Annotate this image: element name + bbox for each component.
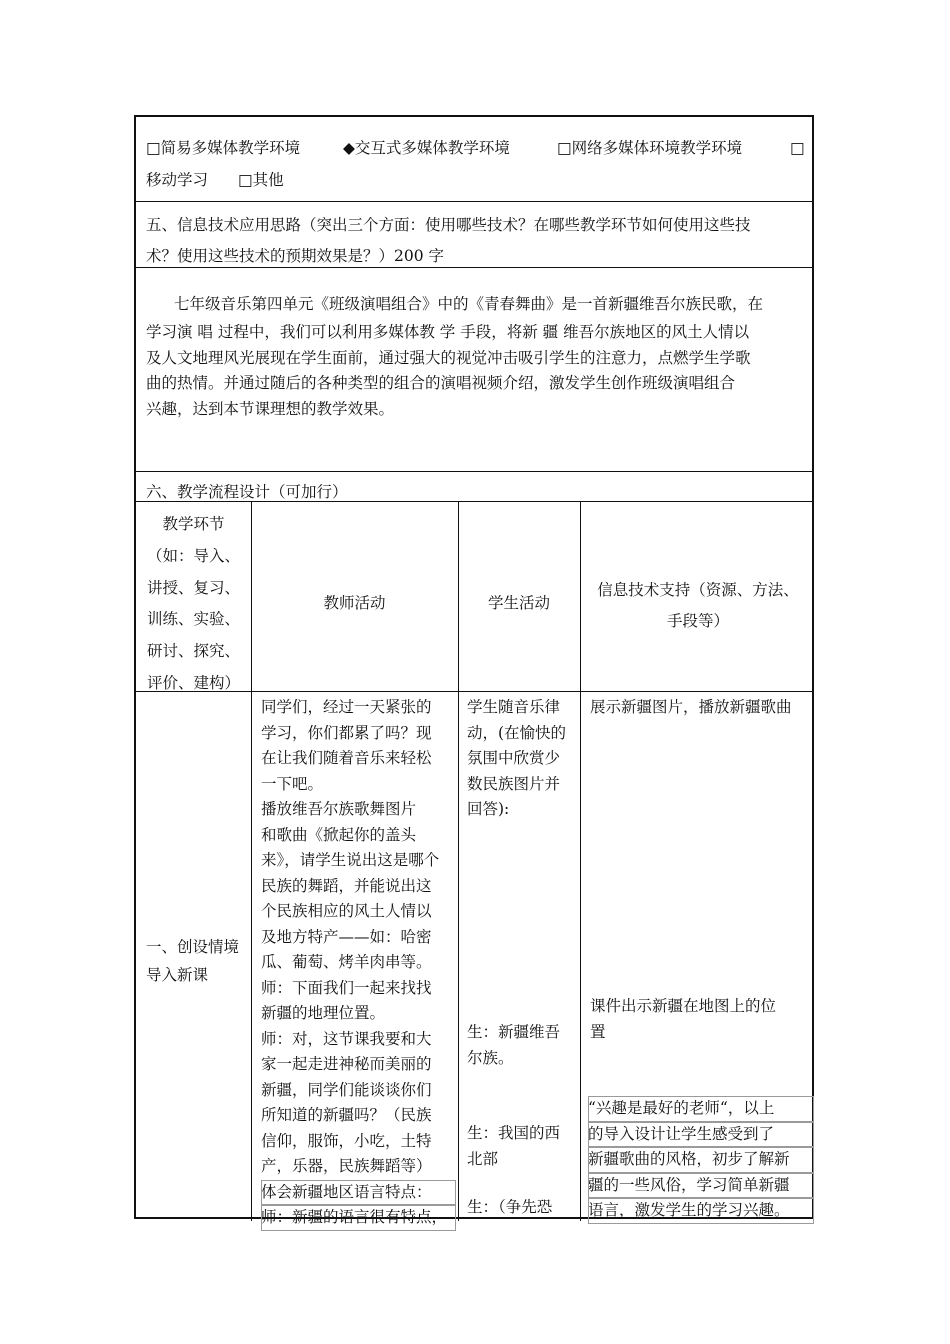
- teacher-line: 同学们，经过一天紧张的: [261, 698, 432, 716]
- row1-teacher-activity: [261, 695, 456, 1231]
- summary-line3: 及人文地理风光展现在学生面前，通过强大的视觉冲击吸引学生的注意力，点燃学生学歌: [146, 349, 751, 367]
- it-line: 新疆歌曲的风格，初步了解新: [588, 1147, 814, 1173]
- student-line: 回答):: [467, 800, 510, 818]
- env-option-interactive: ◆交互式多媒体教学环境: [343, 139, 510, 157]
- teacher-line: 信仰，服饰，小吃，土特: [261, 1131, 432, 1150]
- header-stage-line: 训练、实验、: [146, 610, 240, 629]
- row1-student-activity-d: 生：（争先恐: [467, 1198, 553, 1216]
- row-divider: [136, 471, 812, 472]
- it-line: 课件出示新疆在地图上的位: [590, 997, 777, 1015]
- header-teacher: 教师活动: [323, 594, 386, 612]
- teacher-line: 新疆的地理位置。: [261, 1004, 386, 1022]
- teacher-line: 所知道的新疆吗？（民族: [261, 1106, 432, 1124]
- row-divider: [136, 501, 812, 502]
- section6-heading: 六、教学流程设计（可加行）: [146, 483, 348, 501]
- teacher-line: 一下吧。: [261, 774, 324, 793]
- header-stage-line: 讲授、复习、: [146, 578, 240, 597]
- row1-student-activity-a: [467, 695, 579, 823]
- student-line: 生：我国的西: [467, 1124, 561, 1142]
- it-line: 语言，激发学生的学习兴趣。: [588, 1198, 814, 1224]
- summary-line4: 曲的热情。并通过随后的各种类型的组合的演唱视频介绍，激发学生创作班级演唱组合: [146, 374, 736, 392]
- row-divider: [136, 201, 812, 202]
- header-stage-line: 研讨、探究、: [146, 642, 240, 661]
- teacher-line: 师：新疆的语言很有特点，: [261, 1205, 456, 1231]
- section5-heading-line1: 五、信息技术应用思路（突出三个方面：使用哪些技术？在哪些教学环节如何使用这些技: [146, 216, 751, 234]
- teacher-line: 民族的舞蹈，并能说出这: [261, 876, 432, 895]
- row1-stage-line: 一、创设情境: [146, 938, 240, 956]
- row1-stage: [146, 933, 250, 989]
- teacher-line: 瓜、葡萄、烤羊肉串等。: [261, 953, 432, 971]
- teacher-line: 播放维吾尔族歌舞图片: [261, 800, 417, 818]
- summary-line1: 七年级音乐第四单元《班级演唱组合》中的《青春舞曲》是一首新疆维吾尔族民歌，在: [174, 295, 764, 313]
- summary-line2: 学习演 唱 过程中，我们可以利用多媒体教 学 手段，将新 疆 维吾尔族地区的风土人情以: [146, 323, 750, 341]
- row-divider: [136, 267, 812, 268]
- env-option-network: □网络多媒体环境教学环境: [557, 139, 743, 157]
- teacher-line: 及地方特产——如：哈密: [261, 927, 432, 946]
- row1-it-support-a: 展示新疆图片，播放新疆歌曲: [590, 698, 792, 716]
- env-option-simple: □简易多媒体教学环境: [146, 139, 301, 157]
- header-it-line: 手段等）: [666, 612, 729, 630]
- header-stage: [136, 509, 251, 700]
- student-line: 北部: [467, 1149, 499, 1168]
- row-divider: [136, 691, 812, 692]
- teacher-line: 和歌曲《掀起你的盖头: [261, 825, 417, 844]
- student-line: 氛围中欣赏少: [467, 749, 561, 767]
- student-line: 尔族。: [467, 1048, 514, 1067]
- teacher-line: 体会新疆地区语言特点：: [261, 1180, 456, 1206]
- env-option-other: □其他: [238, 171, 284, 189]
- header-student: 学生活动: [487, 594, 550, 612]
- student-line: 生：新疆维吾: [467, 1023, 561, 1041]
- row1-it-support-b: [590, 994, 814, 1045]
- teacher-line: 师：对，这节课我要和大: [261, 1029, 432, 1048]
- header-stage-line: （如：导入、: [146, 546, 240, 565]
- header-it-support: [580, 575, 816, 637]
- it-line: “兴趣是最好的老师“，以上: [588, 1096, 814, 1122]
- row1-student-activity-c: [467, 1121, 579, 1172]
- student-line: 数民族图片并: [467, 774, 561, 793]
- summary-line5: 兴趣，达到本节课理想的教学效果。: [146, 400, 395, 418]
- it-line: 疆的一些风俗，学习简单新疆: [588, 1173, 814, 1199]
- row1-stage-line: 导入新课: [146, 966, 209, 984]
- student-line: 动，(在愉快的: [467, 723, 567, 742]
- teacher-line: 来》，请学生说出这是哪个: [261, 851, 440, 869]
- header-stage-line: 教学环节: [162, 515, 225, 533]
- teacher-line: 师：下面我们一起来找找: [261, 978, 432, 997]
- student-line: 学生随音乐律: [467, 698, 561, 716]
- row1-it-support-c: [588, 1096, 814, 1224]
- it-line: 的导入设计让学生感受到了: [588, 1122, 814, 1148]
- teacher-line: 个民族相应的风土人情以: [261, 902, 432, 920]
- teacher-line: 学习，你们都累了吗？现: [261, 723, 432, 742]
- row1-student-activity-b: [467, 1020, 579, 1071]
- env-option-mobile-label: 移动学习: [146, 171, 209, 189]
- it-line: 置: [590, 1022, 606, 1041]
- env-option-mobile-box: □: [790, 139, 805, 157]
- lesson-plan-table: [134, 115, 814, 1226]
- header-stage-line: 评价、建构）: [146, 673, 240, 692]
- teacher-line: 在让我们随着音乐来轻松: [261, 749, 432, 767]
- teacher-line: 新疆，同学们能谈谈你们: [261, 1080, 432, 1099]
- teacher-line: 产，乐器，民族舞蹈等）: [261, 1157, 432, 1175]
- header-it-line: 信息技术支持（资源、方法、: [597, 581, 799, 599]
- teacher-line: 家一起走进神秘而美丽的: [261, 1055, 432, 1073]
- section5-heading-line2: 术？使用这些技术的预期效果是？）200 字: [146, 247, 445, 265]
